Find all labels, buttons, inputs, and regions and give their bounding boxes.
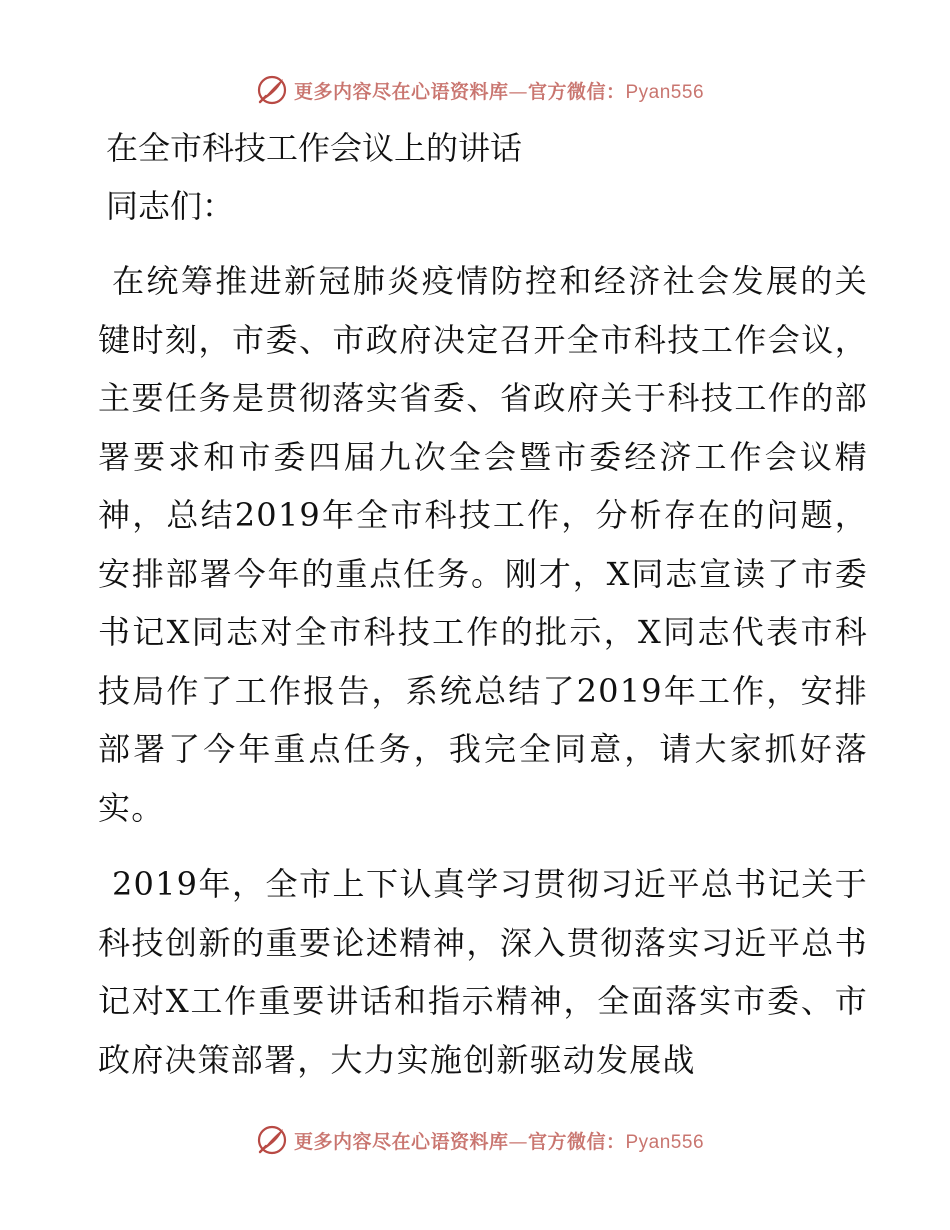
watermark-site-text: 更多内容尽在心语资料库 — [293, 80, 509, 103]
document-greeting: 同志们： — [106, 187, 235, 225]
watermark-content — [256, 1124, 704, 1156]
quill-logo-icon — [256, 74, 288, 106]
watermark-text — [294, 1127, 704, 1154]
document-body — [98, 122, 868, 1107]
watermark-wechat-label: 官方微信： — [527, 80, 626, 103]
quill-logo-icon — [256, 1124, 288, 1156]
watermark-content — [256, 74, 704, 106]
watermark-wechat-id: Pyan556 — [625, 81, 705, 103]
paragraph: 2019年，全市上下认真学习贯彻习近平总书记关于科技创新的重要论述精神，深入贯彻落实习近平总书记对X工作重要讲话和指示精神，全面落实市委、市政府决策部署，大力实施创新驱动发展战 — [98, 865, 868, 1079]
watermark-banner-top — [0, 72, 950, 108]
watermark-wechat-id: Pyan556 — [625, 1131, 705, 1153]
watermark-wechat-label: 官方微信： — [527, 1130, 626, 1153]
watermark-text — [294, 77, 704, 104]
watermark-banner-bottom — [0, 1122, 950, 1158]
watermark-separator: — — [508, 1130, 528, 1153]
watermark-separator: — — [508, 80, 528, 103]
paragraph: 在统筹推进新冠肺炎疫情防控和经济社会发展的关键时刻，市委、市政府决定召开全市科技工作会议，主要任务是贯彻落实省委、省政府关于科技工作的部署要求和市委四届九次全会暨市委经济工作会议精神，总结2019年全市科技工作，分析存在的问题，安排部署今年的重点任务。刚才，X同志宣读了市委书记X同志对全市科技工作的批示，X同志代表市科技局作了工作报告，系统总结了2019年工作，安排部署了今年重点任务，我完全同意，请大家抓好落实。 — [98, 262, 868, 827]
document-title: 在全市科技工作会议上的讲话 — [106, 129, 523, 167]
watermark-site-text: 更多内容尽在心语资料库 — [293, 1130, 509, 1153]
